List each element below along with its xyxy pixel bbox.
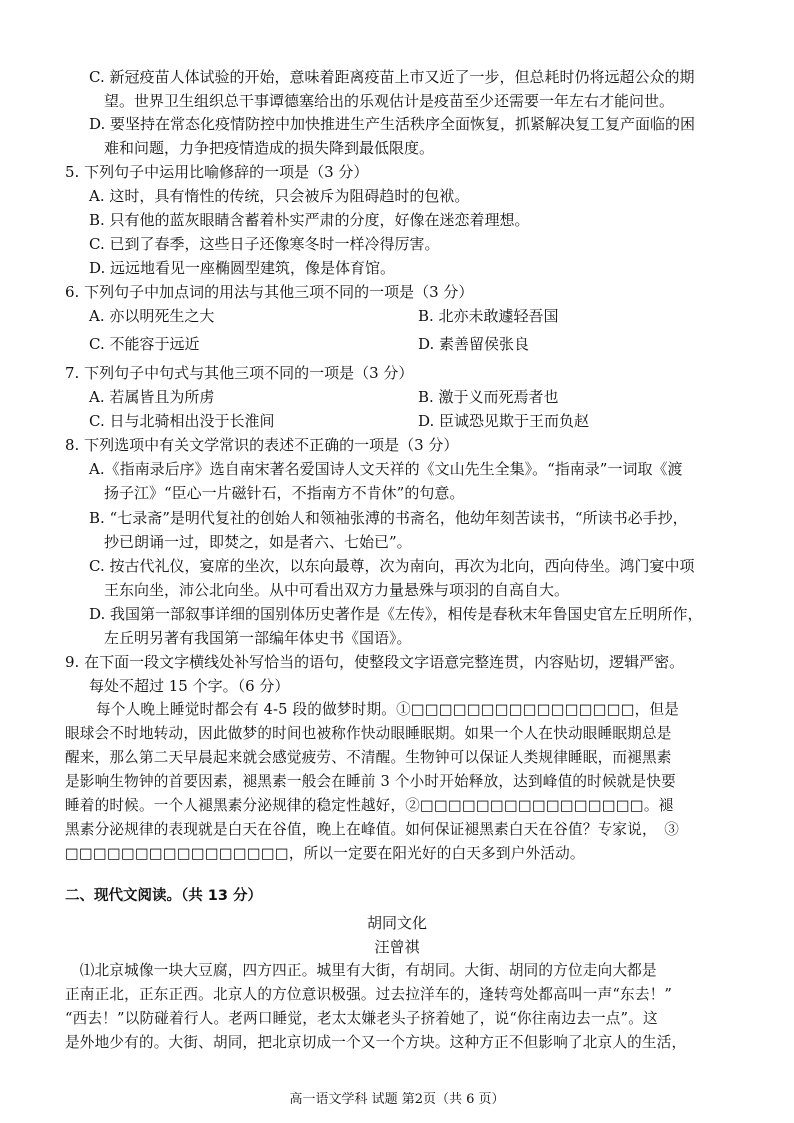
- text-line: D. 我国第一部叙事详细的国别体历史著作是《左传》，相传是春秋末年鲁国史官左丘明所作，: [89, 605, 703, 623]
- text-line: A. 这时，具有惰性的传统，只会被斥为阻碍趋时的包袱。: [89, 187, 470, 205]
- text-line: B. 北亦未敢遽轻吾国: [418, 307, 559, 325]
- text-line: 是影响生物钟的首要因素，褪黑素一般会在睡前 3 个小时开始释放，达到峰值的时候就是快要: [65, 773, 676, 790]
- text-line: 5. 下列句子中运用比喻修辞的一项是（3 分）: [65, 163, 369, 181]
- page-footer: 高一语文学科 试题 第2页（共 6 页）: [289, 1092, 505, 1107]
- text-line: A. 若属皆且为所虏: [89, 388, 215, 406]
- text-line: 左丘明另著有我国第一部编年体史书《国语》。: [104, 629, 412, 647]
- text-line: 扬子江》“臣心一片磁针石，不指南方不肯休”的句意。: [104, 484, 465, 502]
- text-line: “西去！”以防碰着行人。老两口睡觉，老太太嫌老头子挤着她了，说“你往南边去一点”。这: [65, 1010, 658, 1027]
- text-line: 6. 下列句子中加点词的用法与其他三项不同的一项是（3 分）: [65, 283, 474, 301]
- text-line: 正南正北，正东正西。北京人的方位意识极强。过去拉洋车的，逢转弯处都高叫一声“东去！”: [65, 986, 673, 1003]
- text-line: ⑴北京城像一块大豆腐，四方四正。城里有大街，有胡同。大街、胡同的方位走向大都是: [65, 962, 657, 979]
- text-line: C. 按古代礼仪，宴席的坐次，以东向最尊，次为南向，再次为北向，西向侍坐。鸿门宴中项: [89, 557, 695, 575]
- text-line: C. 日与北骑相出没于长淮间: [89, 412, 275, 430]
- text-line: 王东向坐，沛公北向坐。从中可看出双方力量悬殊与项羽的自高自大。: [104, 581, 570, 599]
- text-line: B. “七录斋”是明代复社的创始人和领袖张溥的书斋名，他幼年刻苦读书，“所读书必手抄，: [89, 509, 688, 527]
- text-line: B. 激于义而死焉者也: [418, 388, 559, 406]
- text-line: 抄已朗诵一过，即焚之，如是者六、七始已”。: [104, 533, 412, 551]
- text-line: 难和问题，力争把疫情造成的损失降到最低限度。: [104, 139, 435, 157]
- text-line: 二、现代文阅读。（共 13 分）: [65, 888, 263, 904]
- text-line: 胡同文化: [366, 914, 427, 932]
- text-line: □□□□□□□□□□□□□□□□，所以一定要在阳光好的白天多到户外活动。: [65, 845, 585, 862]
- text-line: 8. 下列选项中有关文学常识的表述不正确的一项是（3 分）: [65, 436, 459, 454]
- text-line: 望。世界卫生组织总干事谭德塞给出的乐观估计是疫苗至少还需要一年左右才能问世。: [104, 92, 675, 110]
- text-line: D. 要坚持在常态化疫情防控中加快推进生产生活秩序全面恢复，抓紧解决复工复产面临的困: [89, 115, 696, 133]
- text-line: A.《指南录后序》选自南宋著名爱国诗人文天祥的《文山先生全集》。“指南录”一词取《渡: [89, 460, 683, 478]
- text-line: 汪曾祺: [374, 938, 420, 956]
- text-line: C. 新冠疫苗人体试验的开始，意味着距离疫苗上市又近了一步，但总耗时仍将远超公众的期: [89, 68, 695, 86]
- text-line: 是外地少有的。大街、胡同，把北京切成一个又一个方块。这种方正不但影响了北京人的生活，: [65, 1034, 687, 1051]
- text-line: D. 臣诚恐见欺于王而负赵: [418, 412, 590, 430]
- text-line: 每个人晚上睡觉时都会有 4-5 段的做梦时期。①□□□□□□□□□□□□□□□□，但是: [96, 701, 680, 718]
- text-line: A. 亦以明死生之大: [89, 307, 215, 325]
- text-line: D. 远远地看见一座椭圆型建筑，像是体育馆。: [89, 259, 396, 277]
- text-line: 9. 在下面一段文字横线处补写恰当的语句，使整段文字语意完整连贯，内容贴切，逻辑严密。: [65, 653, 685, 671]
- text-line: C. 已到了春季，这些日子还像寒冬时一样冷得厉害。: [89, 235, 440, 253]
- text-line: 黑素分泌规律的表现就是白天在谷值，晚上在峰值。如何保证褪黑素白天在谷值？专家说， ③: [65, 821, 680, 838]
- text-line: 眼球会不时地转动，因此做梦的时间也被称作快动眼睡眠期。如果一个人在快动眼睡眠期总是: [65, 725, 672, 742]
- text-line: 7. 下列句子中句式与其他三项不同的一项是（3 分）: [65, 364, 414, 382]
- text-line: B. 只有他的蓝灰眼睛含蓄着朴实严肃的分度，好像在迷恋着理想。: [89, 211, 530, 229]
- text-line: 醒来，那么第二天早晨起来就会感觉疲劳、不清醒。生物钟可以保证人类规律睡眠，而褪黑素: [65, 749, 672, 766]
- text-line: D. 素善留侯张良: [418, 335, 530, 353]
- text-line: C. 不能容于远近: [89, 335, 200, 353]
- text-line: 睡着的时候。一个人褪黑素分泌规律的稳定性越好，②□□□□□□□□□□□□□□□□。褪: [65, 797, 674, 814]
- text-line: 每处不超过 15 个字。（6 分）: [89, 677, 290, 695]
